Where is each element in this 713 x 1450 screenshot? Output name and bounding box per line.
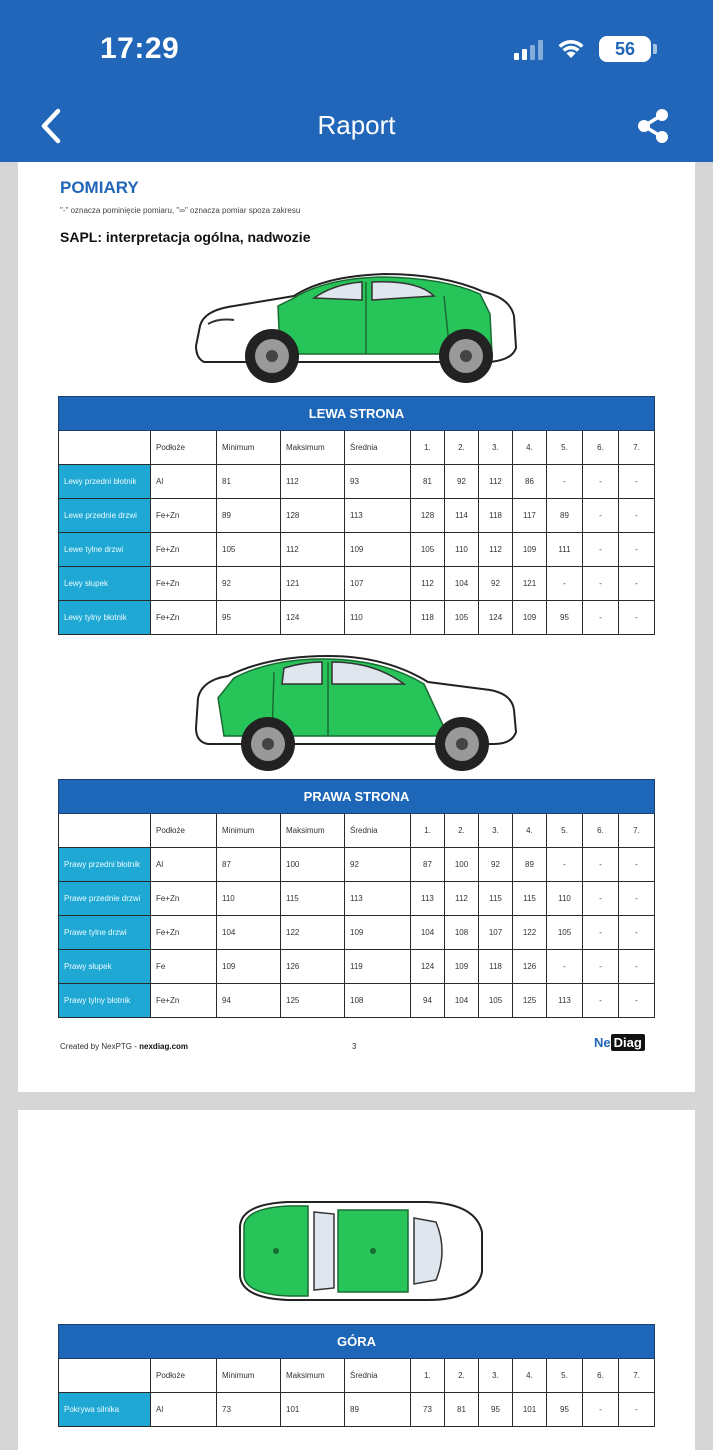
- page-title: Raport: [317, 110, 396, 140]
- column-header: 1.: [411, 1359, 445, 1393]
- column-header: 1.: [411, 431, 445, 465]
- table-cell: 112: [411, 567, 445, 601]
- table-cell: 113: [411, 882, 445, 916]
- row-label: Prawe tylne drzwi: [59, 916, 151, 950]
- column-header: 6.: [583, 814, 619, 848]
- table-cell: 117: [513, 499, 547, 533]
- column-header: Średnia: [345, 814, 411, 848]
- table-cell: 109: [345, 916, 411, 950]
- table-cell: 107: [479, 916, 513, 950]
- table-row: [59, 601, 655, 635]
- footer-credit: Created by NexPTG - nexdiag.com: [60, 1042, 189, 1051]
- table-cell: -: [619, 916, 655, 950]
- cellular-signal-icon: [514, 38, 543, 60]
- table-cell: 92: [445, 465, 479, 499]
- column-header: 5.: [547, 814, 583, 848]
- table-cell: 73: [411, 1393, 445, 1427]
- car-top-view-diagram: [228, 1196, 488, 1306]
- row-label: Lewe przednie drzwi: [59, 499, 151, 533]
- table-row: [59, 567, 655, 601]
- row-label: Lewy tylny błotnik: [59, 601, 151, 635]
- column-header: Podłoże: [151, 431, 217, 465]
- table-row: [59, 499, 655, 533]
- table-cell: -: [583, 567, 619, 601]
- table-cell: 126: [281, 950, 345, 984]
- left-side-title: LEWA STRONA: [59, 397, 655, 431]
- table-cell: 73: [217, 1393, 281, 1427]
- table-cell: 92: [479, 848, 513, 882]
- table-cell: -: [583, 916, 619, 950]
- app-header: [0, 0, 713, 162]
- report-page-4: [18, 1110, 695, 1450]
- table-cell: 110: [345, 601, 411, 635]
- table-cell: 109: [445, 950, 479, 984]
- table-cell: -: [583, 601, 619, 635]
- table-cell: 105: [411, 533, 445, 567]
- table-cell: 104: [217, 916, 281, 950]
- table-cell: 111: [547, 533, 583, 567]
- column-header: Minimum: [217, 1359, 281, 1393]
- table-cell: 109: [217, 950, 281, 984]
- table-cell: 113: [345, 499, 411, 533]
- column-header: 4.: [513, 431, 547, 465]
- table-cell: 94: [411, 984, 445, 1018]
- column-header: 3.: [479, 1359, 513, 1393]
- column-header: 5.: [547, 431, 583, 465]
- table-cell: 115: [513, 882, 547, 916]
- table-cell: 119: [345, 950, 411, 984]
- table-cell: 108: [345, 984, 411, 1018]
- table-cell: 122: [281, 916, 345, 950]
- table-cell: 105: [217, 533, 281, 567]
- column-header: 6.: [583, 1359, 619, 1393]
- table-cell: Fe+Zn: [151, 601, 217, 635]
- column-header: Minimum: [217, 431, 281, 465]
- table-cell: Al: [151, 465, 217, 499]
- table-cell: 121: [513, 567, 547, 601]
- table-cell: -: [547, 848, 583, 882]
- table-cell: 118: [411, 601, 445, 635]
- table-cell: 92: [345, 848, 411, 882]
- table-cell: -: [619, 499, 655, 533]
- table-cell: 87: [217, 848, 281, 882]
- report-page-3: [18, 162, 695, 1092]
- row-label: Prawy przedni błotnik: [59, 848, 151, 882]
- table-cell: 86: [513, 465, 547, 499]
- row-label: Lewy słupek: [59, 567, 151, 601]
- table-cell: 107: [345, 567, 411, 601]
- column-header: 3.: [479, 814, 513, 848]
- table-cell: 121: [281, 567, 345, 601]
- table-cell: -: [619, 465, 655, 499]
- table-cell: 112: [281, 533, 345, 567]
- table-cell: 95: [547, 1393, 583, 1427]
- column-header: 2.: [445, 814, 479, 848]
- table-row: [59, 1393, 655, 1427]
- table-cell: 125: [281, 984, 345, 1018]
- table-cell: 118: [479, 499, 513, 533]
- page-number: 3: [352, 1042, 357, 1051]
- top-view-table: [58, 1324, 655, 1427]
- table-row: [59, 533, 655, 567]
- table-cell: -: [583, 848, 619, 882]
- table-cell: 112: [479, 465, 513, 499]
- right-side-title: PRAWA STRONA: [59, 780, 655, 814]
- car-right-side-diagram: [194, 648, 520, 774]
- table-cell: Fe+Zn: [151, 916, 217, 950]
- table-cell: 112: [445, 882, 479, 916]
- status-icons: [514, 36, 651, 62]
- column-header: Maksimum: [281, 431, 345, 465]
- column-header: 5.: [547, 1359, 583, 1393]
- column-header: Minimum: [217, 814, 281, 848]
- table-cell: 124: [411, 950, 445, 984]
- table-cell: 113: [345, 882, 411, 916]
- table-cell: Fe+Zn: [151, 882, 217, 916]
- table-cell: 95: [547, 601, 583, 635]
- table-cell: 110: [547, 882, 583, 916]
- table-cell: 94: [217, 984, 281, 1018]
- table-cell: 89: [513, 848, 547, 882]
- table-cell: 100: [281, 848, 345, 882]
- table-cell: 104: [445, 984, 479, 1018]
- table-cell: -: [583, 882, 619, 916]
- column-header: 3.: [479, 431, 513, 465]
- footer-site-link[interactable]: nexdiag.com: [139, 1042, 189, 1051]
- table-cell: 89: [345, 1393, 411, 1427]
- status-time: 17:29: [100, 32, 180, 65]
- table-cell: 124: [479, 601, 513, 635]
- table-cell: 109: [513, 601, 547, 635]
- column-header: Podłoże: [151, 1359, 217, 1393]
- table-cell: -: [619, 601, 655, 635]
- table-cell: 114: [445, 499, 479, 533]
- table-cell: 125: [513, 984, 547, 1018]
- table-cell: 112: [479, 533, 513, 567]
- table-row: [59, 984, 655, 1018]
- table-cell: 113: [547, 984, 583, 1018]
- table-cell: -: [619, 848, 655, 882]
- table-cell: 81: [445, 1393, 479, 1427]
- table-cell: 92: [217, 567, 281, 601]
- table-cell: -: [619, 567, 655, 601]
- wifi-icon: [557, 38, 585, 60]
- table-cell: 95: [479, 1393, 513, 1427]
- column-header: Maksimum: [281, 1359, 345, 1393]
- column-header: 4.: [513, 814, 547, 848]
- table-row: [59, 916, 655, 950]
- section-title: POMIARY: [60, 178, 139, 197]
- row-label: Lewe tylne drzwi: [59, 533, 151, 567]
- share-icon[interactable]: [635, 106, 671, 146]
- table-cell: Fe+Zn: [151, 984, 217, 1018]
- table-cell: 118: [479, 950, 513, 984]
- table-cell: 115: [479, 882, 513, 916]
- table-cell: 101: [281, 1393, 345, 1427]
- table-cell: 128: [281, 499, 345, 533]
- table-cell: 105: [445, 601, 479, 635]
- table-cell: -: [583, 533, 619, 567]
- table-cell: -: [547, 950, 583, 984]
- battery-indicator: 56: [599, 36, 651, 62]
- table-cell: 89: [547, 499, 583, 533]
- row-label: Lewy przedni błotnik: [59, 465, 151, 499]
- row-label: Prawy tylny błotnik: [59, 984, 151, 1018]
- column-header: Podłoże: [151, 814, 217, 848]
- table-cell: 128: [411, 499, 445, 533]
- table-row: [59, 882, 655, 916]
- column-header: Maksimum: [281, 814, 345, 848]
- table-cell: 112: [281, 465, 345, 499]
- table-cell: 105: [479, 984, 513, 1018]
- table-cell: 87: [411, 848, 445, 882]
- table-cell: -: [583, 1393, 619, 1427]
- row-label: Prawy słupek: [59, 950, 151, 984]
- measurement-note: "-" oznacza pominięcie pomiaru, "∞" oznacza pomiar spoza zakresu: [60, 206, 301, 215]
- table-cell: -: [583, 950, 619, 984]
- top-view-title: GÓRA: [59, 1325, 655, 1359]
- table-cell: 122: [513, 916, 547, 950]
- table-cell: Fe+Zn: [151, 533, 217, 567]
- table-cell: 108: [445, 916, 479, 950]
- column-header: Średnia: [345, 1359, 411, 1393]
- table-cell: 110: [217, 882, 281, 916]
- column-header: 2.: [445, 1359, 479, 1393]
- table-cell: Fe+Zn: [151, 567, 217, 601]
- table-cell: -: [619, 533, 655, 567]
- table-row: [59, 465, 655, 499]
- right-side-table: [58, 779, 655, 1018]
- column-header: 6.: [583, 431, 619, 465]
- column-header: 1.: [411, 814, 445, 848]
- table-cell: 124: [281, 601, 345, 635]
- table-cell: 109: [513, 533, 547, 567]
- table-cell: 109: [345, 533, 411, 567]
- table-cell: 81: [411, 465, 445, 499]
- table-cell: Al: [151, 848, 217, 882]
- table-cell: -: [547, 465, 583, 499]
- column-header: 7.: [619, 431, 655, 465]
- row-label: Pokrywa silnika: [59, 1393, 151, 1427]
- table-cell: 93: [345, 465, 411, 499]
- car-left-side-diagram: [194, 266, 520, 390]
- table-cell: 104: [411, 916, 445, 950]
- section-subtitle: SAPL: interpretacja ogólna, nadwozie: [60, 229, 311, 245]
- row-label: Prawe przednie drzwi: [59, 882, 151, 916]
- table-cell: -: [547, 567, 583, 601]
- table-cell: -: [583, 984, 619, 1018]
- table-cell: -: [619, 882, 655, 916]
- table-cell: Fe: [151, 950, 217, 984]
- table-cell: -: [583, 465, 619, 499]
- column-header: 7.: [619, 814, 655, 848]
- column-header: 4.: [513, 1359, 547, 1393]
- table-cell: 110: [445, 533, 479, 567]
- table-cell: 100: [445, 848, 479, 882]
- column-header: Średnia: [345, 431, 411, 465]
- table-row: [59, 950, 655, 984]
- table-cell: 101: [513, 1393, 547, 1427]
- table-cell: -: [583, 499, 619, 533]
- table-cell: Fe+Zn: [151, 499, 217, 533]
- left-side-table: [58, 396, 655, 635]
- column-header: 2.: [445, 431, 479, 465]
- table-cell: 89: [217, 499, 281, 533]
- table-cell: 81: [217, 465, 281, 499]
- table-cell: -: [619, 1393, 655, 1427]
- table-cell: 104: [445, 567, 479, 601]
- table-cell: 126: [513, 950, 547, 984]
- table-row: [59, 848, 655, 882]
- table-cell: -: [619, 950, 655, 984]
- table-cell: 95: [217, 601, 281, 635]
- table-cell: -: [619, 984, 655, 1018]
- table-cell: 92: [479, 567, 513, 601]
- table-cell: Al: [151, 1393, 217, 1427]
- table-cell: 115: [281, 882, 345, 916]
- nexdiag-logo: Ne Diag: [594, 1034, 645, 1051]
- table-cell: 105: [547, 916, 583, 950]
- column-header: 7.: [619, 1359, 655, 1393]
